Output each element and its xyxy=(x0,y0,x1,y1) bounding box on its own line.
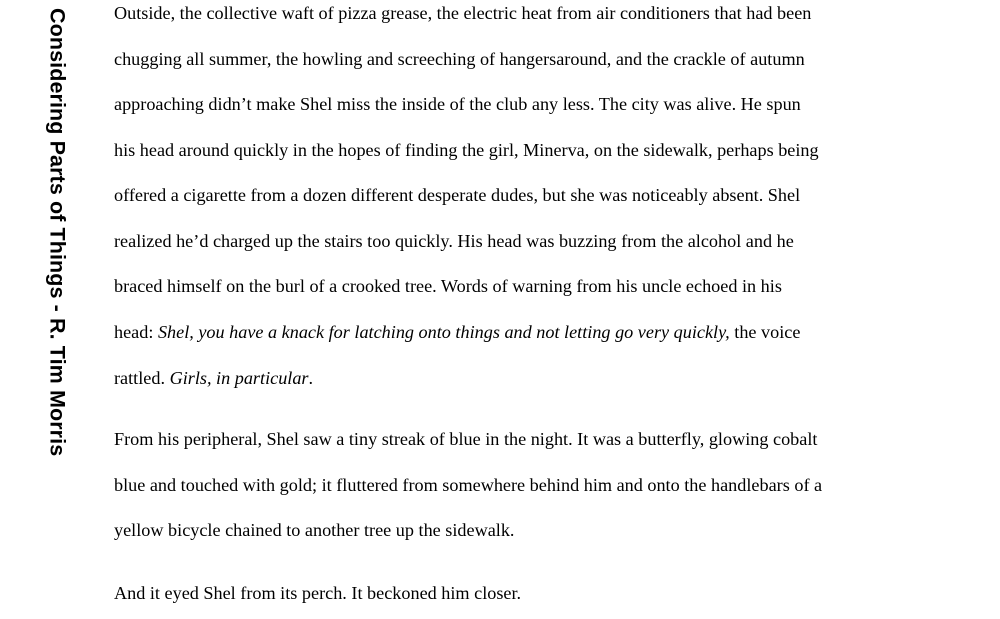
text-line xyxy=(114,369,313,387)
text-line xyxy=(114,430,817,448)
text-line xyxy=(114,50,805,68)
text-run: blue and touched with gold; it fluttered from somewhere behind him and onto the handlebars of a xyxy=(114,475,823,495)
text-run: braced himself on the burl of a crooked tree. Words of warning from his uncle echoed in his xyxy=(114,276,782,296)
text-run: realized he’d charged up the stairs too quickly. His head was buzzing from the alcohol and he xyxy=(114,231,794,251)
text-run: approaching didn’t make Shel miss the inside of the club any less. The city was alive. He spun xyxy=(114,94,801,114)
text-run: head: xyxy=(114,322,158,342)
text-line xyxy=(114,277,782,295)
text-run: From his peripheral, Shel saw a tiny streak of blue in the night. It was a butterfly, glowing cobalt xyxy=(114,429,818,449)
text-run: chugging all summer, the howling and screeching of hangersaround, and the crackle of autumn xyxy=(114,49,805,69)
text-line xyxy=(114,232,794,250)
text-line xyxy=(114,186,800,204)
text-line xyxy=(114,476,822,494)
text-run: his head around quickly in the hopes of finding the girl, Minerva, on the sidewalk, perhaps being xyxy=(114,140,819,160)
text-run: yellow bicycle chained to another tree up the sidewalk. xyxy=(114,520,515,540)
text-run-italic: Girls, in particular xyxy=(169,368,309,388)
text-line xyxy=(114,521,514,539)
book-title-author: Considering Parts of Things - R. Tim Morris xyxy=(45,8,70,457)
text-run: Outside, the collective waft of pizza grease, the electric heat from air conditioners that had been xyxy=(114,3,812,23)
text-line xyxy=(114,323,800,341)
text-line xyxy=(114,584,521,602)
text-line xyxy=(114,95,801,113)
text-run: the voice xyxy=(729,322,801,342)
text-run: rattled. xyxy=(114,368,170,388)
text-run-italic: Shel, you have a knack for latching onto things and not letting go very quickly, xyxy=(157,322,730,342)
running-header-sidebar xyxy=(0,0,100,619)
text-run: . xyxy=(308,368,314,388)
text-line xyxy=(114,141,819,159)
text-run: offered a cigarette from a dozen different desperate dudes, but she was noticeably absent. Shel xyxy=(114,185,801,205)
text-line xyxy=(114,4,811,22)
text-run: And it eyed Shel from its perch. It beckoned him closer. xyxy=(114,583,522,603)
